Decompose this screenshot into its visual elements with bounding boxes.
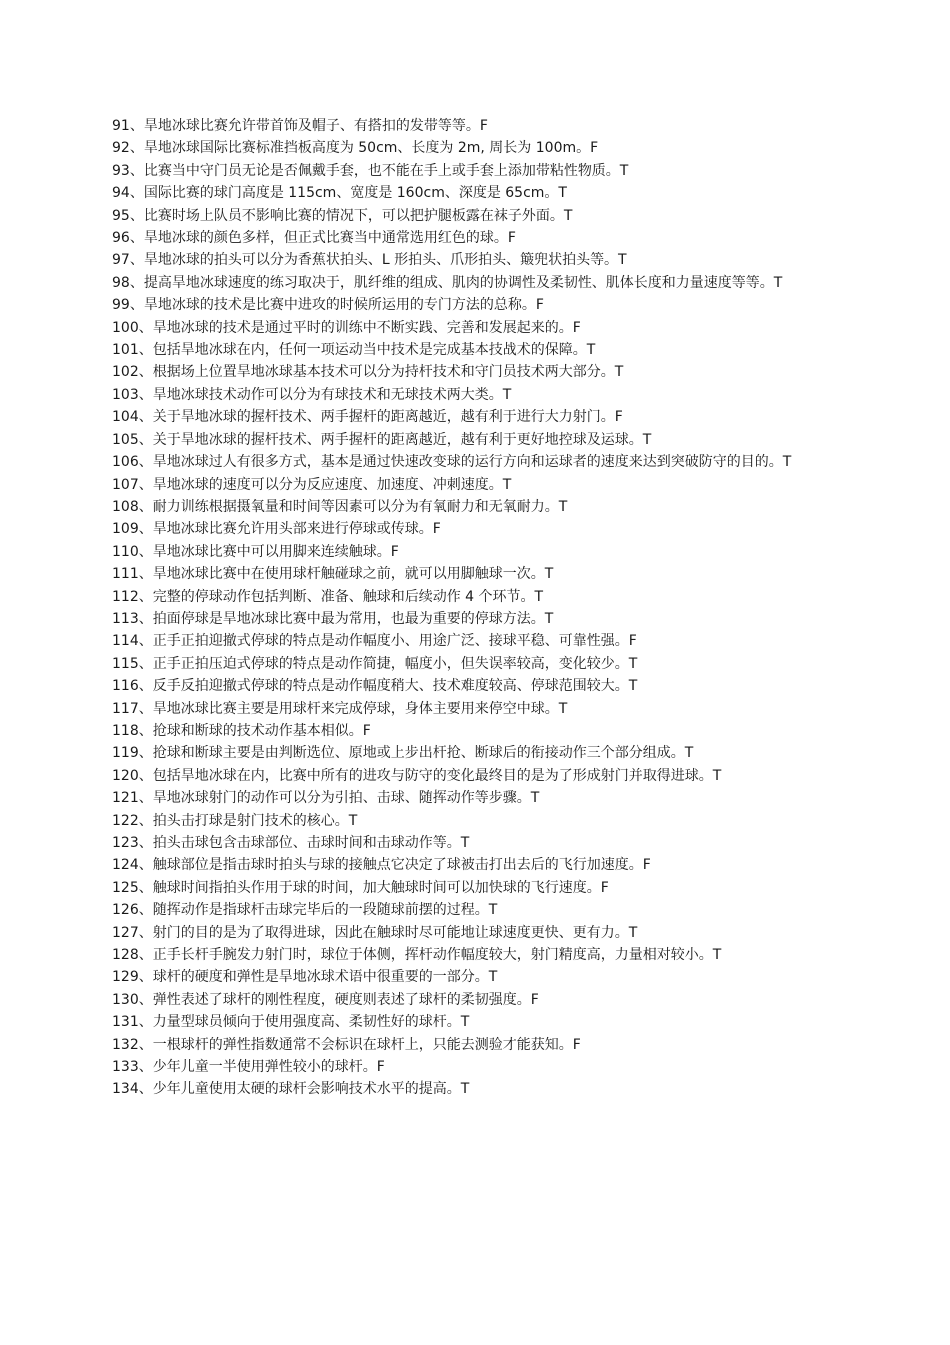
list-item: 98、提高旱地冰球速度的练习取决于，肌纤维的组成、肌肉的协调性及柔韧性、肌体长度和力量速度等等。T xyxy=(112,274,783,291)
list-item: 104、关于旱地冰球的握杆技术、两手握杆的距离越近，越有利于进行大力射门。F xyxy=(112,409,623,426)
list-item: 92、旱地冰球国际比赛标准挡板高度为 50cm、长度为 2m, 周长为 100m。F xyxy=(112,140,599,157)
list-item: 108、耐力训练根据摄氧量和时间等因素可以分为有氧耐力和无氧耐力。T xyxy=(112,498,568,515)
list-item: 134、少年儿童使用太硬的球杆会影响技术水平的提高。T xyxy=(112,1081,470,1098)
list-item: 101、包括旱地冰球在内，任何一项运动当中技术是完成基本技战术的保障。T xyxy=(112,342,596,359)
list-item: 107、旱地冰球的速度可以分为反应速度、加速度、冲刺速度。T xyxy=(112,476,512,493)
list-item: 102、根据场上位置旱地冰球基本技术可以分为持杆技术和守门员技术两大部分。T xyxy=(112,364,624,381)
list-item: 132、一根球杆的弹性指数通常不会标识在球杆上，只能去测验才能获知。F xyxy=(112,1036,581,1053)
list-item: 128、正手长杆手腕发力射门时，球位于体侧，挥杆动作幅度较大，射门精度高，力量相对较小。T xyxy=(112,947,722,964)
list-item: 125、触球时间指拍头作用于球的时间，加大触球时间可以加快球的飞行速度。F xyxy=(112,879,609,896)
list-item: 100、旱地冰球的技术是通过平时的训练中不断实践、完善和发展起来的。F xyxy=(112,319,581,336)
list-item: 126、随挥动作是指球杆击球完毕后的一段随球前摆的过程。T xyxy=(112,902,498,919)
list-item: 95、比赛时场上队员不影响比赛的情况下，可以把护腿板露在袜子外面。T xyxy=(112,207,573,224)
list-item: 97、旱地冰球的拍头可以分为香蕉状拍头、L 形拍头、爪形拍头、簸兜状拍头等。T xyxy=(112,252,627,269)
list-item: 130、弹性表述了球杆的刚性程度，硬度则表述了球杆的柔韧强度。F xyxy=(112,991,539,1008)
list-item: 110、旱地冰球比赛中可以用脚来连续触球。F xyxy=(112,543,399,560)
list-item: 121、旱地冰球射门的动作可以分为引拍、击球、随挥动作等步骤。T xyxy=(112,790,540,807)
list-item: 118、抢球和断球的技术动作基本相似。F xyxy=(112,722,371,739)
list-item: 113、拍面停球是旱地冰球比赛中最为常用，也最为重要的停球方法。T xyxy=(112,610,554,627)
list-item: 129、球杆的硬度和弹性是旱地冰球术语中很重要的一部分。T xyxy=(112,969,498,986)
list-item: 116、反手反拍迎撤式停球的特点是动作幅度稍大、技术难度较高、停球范围较大。T xyxy=(112,678,638,695)
list-item: 123、拍头击球包含击球部位、击球时间和击球动作等。T xyxy=(112,835,470,851)
list-item: 111、旱地冰球比赛中在使用球杆触碰球之前，就可以用脚触球一次。T xyxy=(112,566,554,583)
list-item: 114、正手正拍迎撤式停球的特点是动作幅度小、用途广泛、接球平稳、可靠性强。F xyxy=(112,633,637,650)
list-item: 124、触球部位是指击球时拍头与球的接触点它决定了球被击打出去后的飞行加速度。F xyxy=(112,857,651,874)
list-item: 96、旱地冰球的颜色多样，但正式比赛当中通常选用红色的球。F xyxy=(112,230,516,247)
question-list xyxy=(112,115,838,1101)
list-item: 109、旱地冰球比赛允许用头部来进行停球或传球。F xyxy=(112,521,441,538)
list-item: 131、力量型球员倾向于使用强度高、柔韧性好的球杆。T xyxy=(112,1014,470,1031)
list-item: 117、旱地冰球比赛主要是用球杆来完成停球，身体主要用来停空中球。T xyxy=(112,700,568,717)
list-item: 122、拍头击打球是射门技术的核心。T xyxy=(112,812,358,829)
list-item: 106、旱地冰球过人有很多方式，基本是通过快速改变球的运行方向和运球者的速度来达到突破防守的目的。T xyxy=(112,454,792,471)
list-item: 119、抢球和断球主要是由判断选位、原地或上步出杆抢、断球后的衔接动作三个部分组成。T xyxy=(112,745,694,762)
list-item: 120、包括旱地冰球在内，比赛中所有的进攻与防守的变化最终目的是为了形成射门并取得进球。T xyxy=(112,767,722,784)
list-item: 93、比赛当中守门员无论是否佩戴手套，也不能在手上或手套上添加带粘性物质。T xyxy=(112,162,629,179)
list-item: 91、旱地冰球比赛允许带首饰及帽子、有搭扣的发带等等。F xyxy=(112,118,488,134)
list-item: 115、正手正拍压迫式停球的特点是动作简捷，幅度小，但失误率较高，变化较少。T xyxy=(112,655,638,672)
list-item: 99、旱地冰球的技术是比赛中进攻的时候所运用的专门方法的总称。F xyxy=(112,297,544,314)
list-item: 133、少年儿童一半使用弹性较小的球杆。F xyxy=(112,1059,385,1076)
list-item: 127、射门的目的是为了取得进球，因此在触球时尽可能地让球速度更快、更有力。T xyxy=(112,924,638,941)
list-item: 103、旱地冰球技术动作可以分为有球技术和无球技术两大类。T xyxy=(112,386,512,403)
list-item: 112、完整的停球动作包括判断、准备、触球和后续动作 4 个环节。T xyxy=(112,588,544,605)
list-item: 94、国际比赛的球门高度是 115cm、宽度是 160cm、深度是 65cm。T xyxy=(112,185,567,202)
list-item: 105、关于旱地冰球的握杆技术、两手握杆的距离越近，越有利于更好地控球及运球。T xyxy=(112,431,652,448)
